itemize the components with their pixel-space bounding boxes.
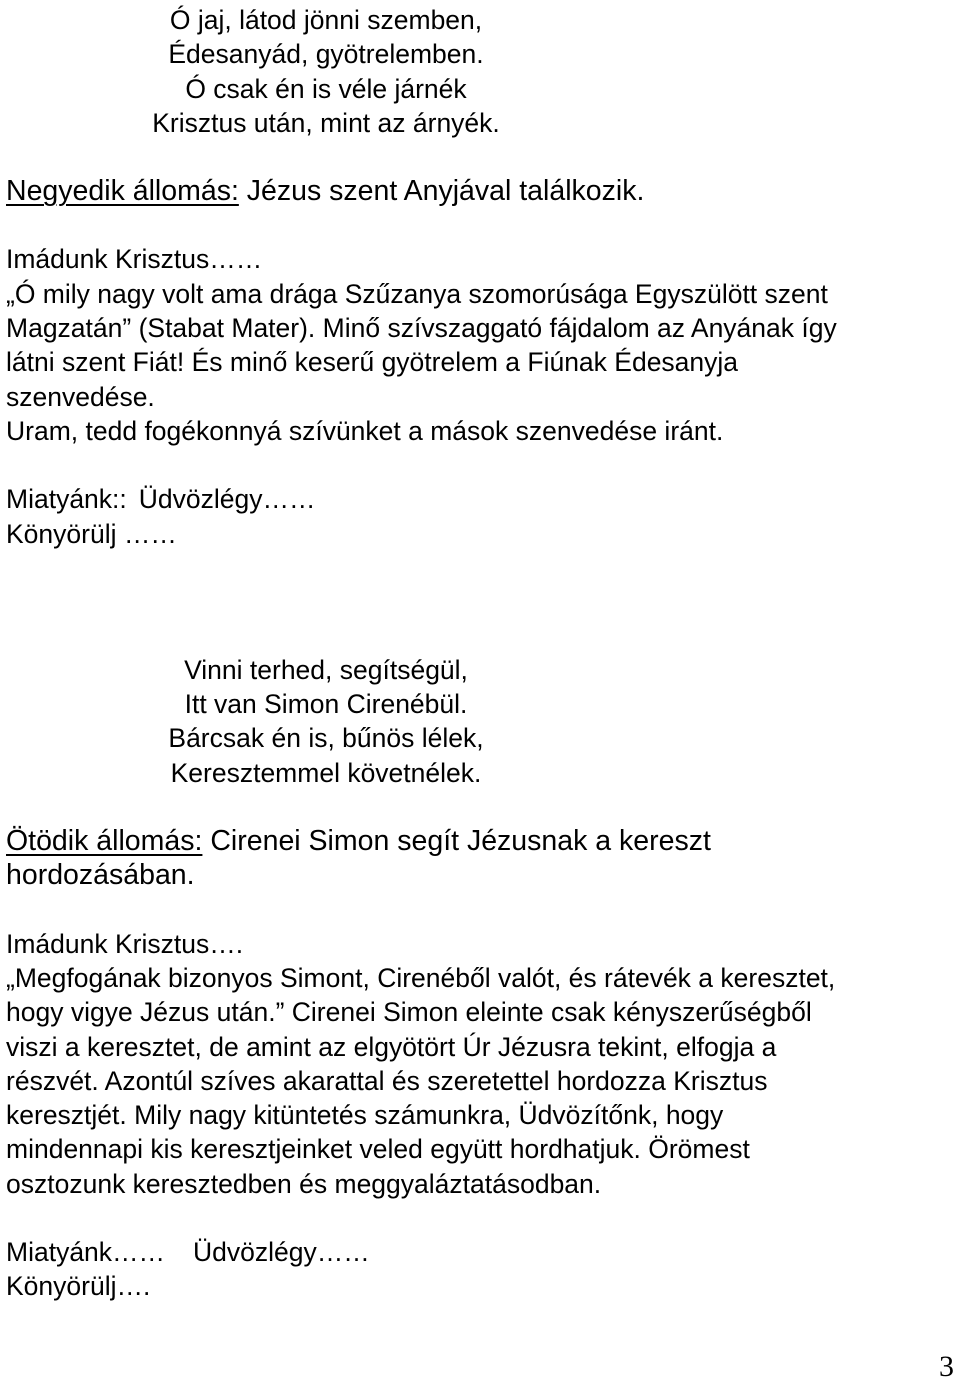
spacer [6, 1201, 946, 1235]
station-4-heading [6, 174, 946, 208]
station-5-heading [6, 824, 946, 858]
verse-line: Ó csak én is véle járnék [185, 73, 467, 104]
verse-line: Bárcsak én is, bűnös lélek, [168, 723, 484, 754]
meditation-line: viszi a keresztet, de amint az elgyötört Úr Jézusra tekint, elfogja a [6, 1031, 777, 1062]
verse-4 [6, 653, 646, 790]
meditation-line: Magzatán” (Stabat Mater). Minő szívszaggató fájdalom az Anyának így [6, 313, 837, 344]
station-5-label: Ötödik állomás: [6, 825, 203, 858]
verse-3 [6, 3, 646, 140]
meditation-line: szenvedése. [6, 381, 155, 412]
prayer-hail-mary: Üdvözlégy…… [193, 1237, 370, 1268]
station-5-meditation [6, 961, 946, 1201]
station-5-title: Cirenei Simon segít Jézusnak a kereszt [210, 825, 711, 858]
station-5-adoration: Imádunk Krisztus…. [6, 928, 244, 959]
verse-line: Itt van Simon Cirenébül. [184, 689, 468, 720]
document-page [6, 3, 946, 1304]
verse-line: Keresztemmel követnélek. [170, 757, 482, 788]
meditation-line: hogy vigye Jézus után.” Cirenei Simon eleinte csak kényszerűségből [6, 997, 812, 1028]
spacer [6, 140, 946, 174]
prayer-our-father: Miatyánk:: [6, 484, 127, 515]
spacer [6, 448, 946, 482]
spacer [6, 893, 946, 927]
prayer-hail-mary: Üdvözlégy…… [138, 484, 316, 515]
station-4-meditation [6, 277, 946, 448]
spacer [6, 790, 946, 824]
station-4-title: Jézus szent Anyjával találkozik. [246, 175, 645, 208]
meditation-line: „Megfogának bizonyos Simont, Cirenéből valót, és rátevék a keresztet, [6, 962, 836, 993]
prayer-have-mercy: Könyörülj …… [6, 518, 177, 549]
station-4-label: Negyedik állomás: [6, 175, 239, 208]
station-4-adoration: Imádunk Krisztus…… [6, 244, 263, 275]
meditation-line: „Ó mily nagy volt ama drága Szűzanya szomorúsága Egyszülött szent [6, 278, 828, 309]
page-number: 3 [939, 1350, 954, 1383]
meditation-line: mindennapi kis keresztjeinket veled együtt hordhatjuk. Örömest [6, 1134, 750, 1165]
meditation-line: osztozunk keresztedben és meggyaláztatásodban. [6, 1168, 602, 1199]
station-5-title-continued: hordozásában. [6, 859, 195, 892]
meditation-line: Uram, tedd fogékonnyá szívünket a mások szenvedése iránt. [6, 415, 724, 446]
verse-line: Ó jaj, látod jönni szemben, [169, 5, 483, 35]
spacer [6, 551, 946, 653]
station-4-prayers [6, 482, 946, 516]
verse-line: Édesanyád, gyötrelemben. [168, 39, 484, 70]
verse-line: Krisztus után, mint az árnyék. [152, 107, 500, 138]
meditation-line: látni szent Fiát! És minő keserű gyötrelem a Fiúnak Édesanyja [6, 347, 739, 378]
prayer-our-father: Miatyánk…… [6, 1237, 166, 1268]
spacer [6, 208, 946, 242]
meditation-line: részvét. Azontúl szíves akarattal és szeretettel hordozza Krisztus [6, 1065, 768, 1096]
prayer-have-mercy: Könyörülj…. [6, 1271, 151, 1302]
meditation-line: keresztjét. Mily nagy kitüntetés számunkra, Üdvözítőnk, hogy [6, 1100, 724, 1131]
verse-line: Vinni terhed, segítségül, [184, 654, 468, 685]
station-5-prayers [6, 1235, 946, 1269]
